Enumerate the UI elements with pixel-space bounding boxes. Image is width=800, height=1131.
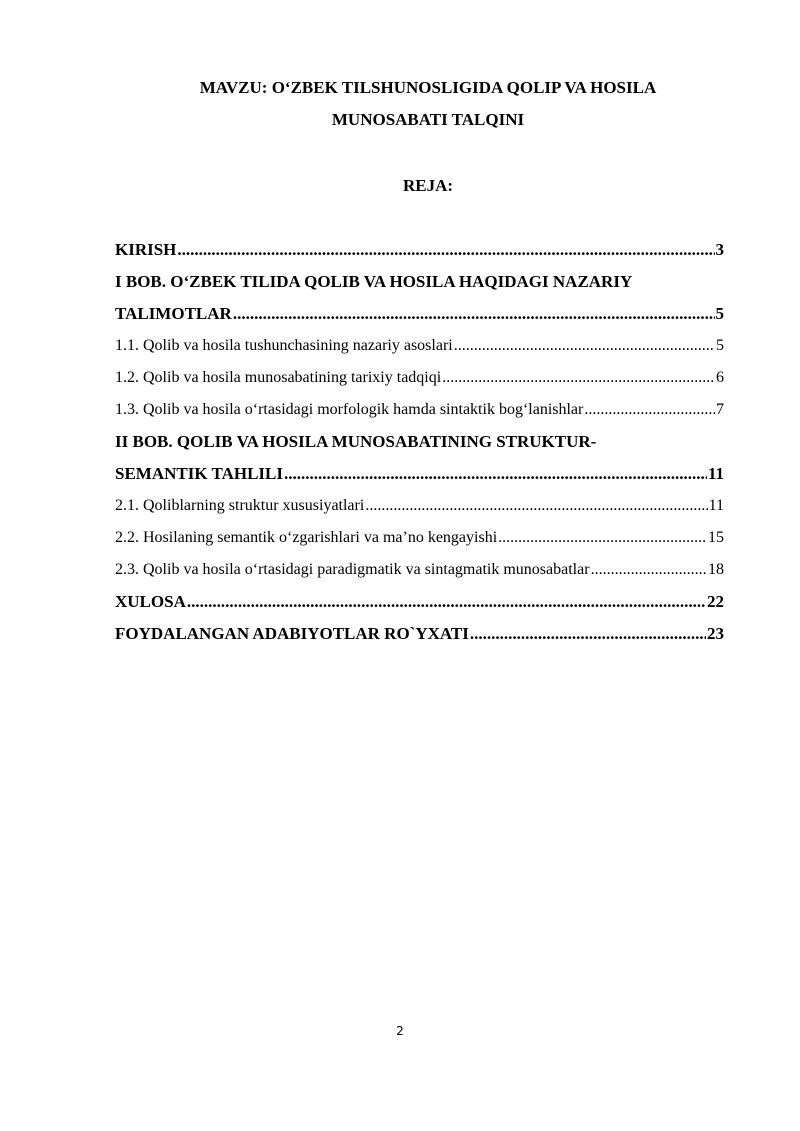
toc-entry-page: 23 [707, 624, 724, 643]
toc-dot-leader [177, 234, 714, 266]
toc-dot-leader [591, 554, 707, 586]
page-number: 2 [396, 1024, 404, 1038]
toc-entry-page: 7 [716, 401, 724, 418]
toc-dot-leader [442, 362, 715, 394]
toc-dot-leader [187, 586, 706, 618]
toc-entry-1-3 [115, 394, 724, 426]
toc-entry-text: 1.1. Qolib va hosila tushunchasining nazariy asoslari [115, 337, 453, 354]
toc-entry-text: 2.3. Qolib va hosila o‘rtasidagi paradigmatik va sintagmatik munosabatlar [115, 561, 590, 578]
toc-entry-text: 2.1. Qoliblarning struktur xususiyatlari [115, 497, 365, 514]
toc-entry-text: II BOB. QOLIB VA HOSILA MUNOSABATINING STRUKTUR- [115, 432, 597, 451]
toc-entry-page: 3 [715, 240, 724, 259]
toc-entry-page: 5 [716, 337, 724, 354]
table-of-contents [115, 234, 724, 650]
toc-entry-text: 1.2. Qolib va hosila munosabatining tarixiy tadqiqi [115, 369, 442, 386]
toc-entry-references [115, 618, 724, 650]
toc-entry-2-3 [115, 554, 724, 586]
toc-entry-text: XULOSA [115, 592, 186, 611]
toc-dot-leader [498, 522, 707, 554]
toc-entry-page: 6 [716, 369, 724, 386]
toc-entry-chapter1-line1 [115, 266, 724, 298]
page-title [100, 72, 756, 136]
toc-entry-chapter2-line1 [115, 426, 724, 458]
toc-entry-kirish [115, 234, 724, 266]
toc-dot-leader [365, 490, 707, 522]
toc-entry-text: 2.2. Hosilaning semantik o‘zgarishlari va ma’no kengayishi [115, 529, 498, 546]
title-line-1: MAVZU: O‘ZBEK TILSHUNOSLIGIDA QOLIP VA HOSILA [199, 78, 657, 97]
toc-entry-page: 5 [715, 304, 724, 323]
toc-entry-text: TALIMOTLAR [115, 304, 232, 323]
toc-entry-text: I BOB. O‘ZBEK TILIDA QOLIB VA HOSILA HAQIDAGI NAZARIY [115, 272, 633, 291]
toc-entry-text: KIRISH [115, 240, 177, 259]
toc-entry-page: 15 [708, 529, 724, 546]
toc-entry-text: SEMANTIK TAHLILI [115, 464, 283, 483]
toc-entry-1-2 [115, 362, 724, 394]
toc-entry-page: 18 [708, 561, 724, 578]
plan-heading: REJA: [402, 176, 454, 195]
toc-dot-leader [233, 298, 715, 330]
title-line-2: MUNOSABATI TALQINI [331, 110, 525, 129]
toc-entry-page: 11 [708, 497, 724, 514]
toc-entry-2-2 [115, 522, 724, 554]
toc-dot-leader [284, 458, 707, 490]
toc-entry-page: 22 [707, 592, 724, 611]
toc-dot-leader [470, 618, 706, 650]
toc-entry-1-1 [115, 330, 724, 362]
toc-dot-leader [584, 394, 715, 426]
toc-entry-xulosa [115, 586, 724, 618]
toc-dot-leader [454, 330, 715, 362]
toc-entry-chapter2-line2 [115, 458, 724, 490]
toc-entry-chapter1-line2 [115, 298, 724, 330]
toc-entry-text: FOYDALANGAN ADABIYOTLAR RO`YXATI [115, 624, 469, 643]
toc-entry-page: 11 [707, 464, 724, 483]
toc-entry-2-1 [115, 490, 724, 522]
toc-entry-text: 1.3. Qolib va hosila o‘rtasidagi morfologik hamda sintaktik bog‘lanishlar [115, 401, 584, 418]
